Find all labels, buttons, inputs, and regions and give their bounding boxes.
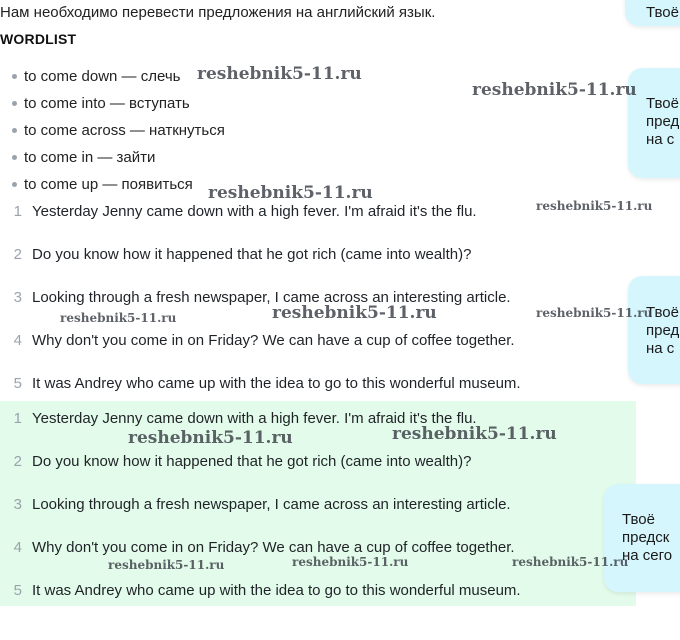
answer-number: 2 xyxy=(13,453,22,470)
answer-number: 1 xyxy=(13,410,22,427)
wordlist-item xyxy=(12,95,190,112)
bullet-dot xyxy=(12,182,17,187)
wordlist-item xyxy=(12,68,180,85)
watermark: reshebnik5-11.ru xyxy=(472,80,637,100)
sentence-number: 3 xyxy=(13,289,22,306)
chat-bubble-line: Твоё xyxy=(622,511,655,528)
answer-row xyxy=(12,453,471,470)
chat-bubble-line: Твоё xyxy=(646,95,679,112)
sentence-text: Why don't you come in on Friday? We can have a cup of coffee together. xyxy=(32,332,515,349)
bullet-dot xyxy=(12,128,17,133)
chat-bubble-line: пред xyxy=(646,113,680,130)
answer-row xyxy=(12,496,511,513)
intro-text: Нам необходимо перевести предложения на английский язык. xyxy=(0,4,436,21)
chat-bubble-line: на сего xyxy=(622,547,673,564)
answer-text: Do you know how it happened that he got rich (came into wealth)? xyxy=(32,453,472,470)
chat-bubble-line: Твоё xyxy=(646,304,679,321)
watermark: reshebnik5-11.ru xyxy=(536,199,653,213)
wordlist-item-text: to come into — вступать xyxy=(24,95,190,112)
sentence-number: 1 xyxy=(13,203,22,220)
watermark: reshebnik5-11.ru xyxy=(512,555,629,569)
sentence-text: Yesterday Jenny came down with a high fever. I'm afraid it's the flu. xyxy=(32,203,477,220)
watermark: reshebnik5-11.ru xyxy=(60,311,177,325)
answer-row xyxy=(12,582,521,599)
chat-bubble-line: предск xyxy=(622,529,670,546)
watermark: reshebnik5-11.ru xyxy=(108,558,225,572)
wordlist-item xyxy=(12,122,225,139)
answer-row xyxy=(12,539,515,556)
bullet-dot xyxy=(12,74,17,79)
chat-bubble[interactable] xyxy=(628,276,680,384)
sentence-row xyxy=(12,332,515,349)
wordlist-item xyxy=(12,149,155,166)
watermark: reshebnik5-11.ru xyxy=(392,424,557,444)
chat-bubble[interactable] xyxy=(625,0,680,26)
sentence-number: 2 xyxy=(13,246,22,263)
watermark: reshebnik5-11.ru xyxy=(128,428,293,448)
answer-number: 5 xyxy=(13,582,22,599)
bullet-dot xyxy=(12,155,17,160)
sentence-text: Do you know how it happened that he got rich (came into wealth)? xyxy=(32,246,472,263)
wordlist-title: WORDLIST xyxy=(0,31,77,47)
sentence-number: 4 xyxy=(13,332,22,349)
wordlist-item-text: to come across — наткнуться xyxy=(24,122,225,139)
answer-text: Looking through a fresh newspaper, I came across an interesting article. xyxy=(32,496,511,513)
wordlist-item-text: to come down — слечь xyxy=(24,68,181,85)
watermark: reshebnik5-11.ru xyxy=(208,183,373,203)
sentence-text: It was Andrey who came up with the idea to go to this wonderful museum. xyxy=(32,375,521,392)
chat-bubble-line: Твоё xyxy=(646,4,679,21)
sentence-text: Looking through a fresh newspaper, I came across an interesting article. xyxy=(32,289,511,306)
wordlist-item-text: to come in — зайти xyxy=(24,149,156,166)
bullet-dot xyxy=(12,101,17,106)
sentence-row xyxy=(12,375,521,392)
sentence-number: 5 xyxy=(13,375,22,392)
chat-bubble-line: на с xyxy=(646,131,675,148)
watermark: reshebnik5-11.ru xyxy=(197,64,362,84)
answer-number: 4 xyxy=(13,539,22,556)
watermark: reshebnik5-11.ru xyxy=(272,303,437,323)
chat-bubble-line: на с xyxy=(646,340,675,357)
sentence-row xyxy=(12,203,477,220)
watermark: reshebnik5-11.ru xyxy=(292,555,409,569)
watermark: reshebnik5-11.ru xyxy=(536,306,653,320)
answer-text: Why don't you come in on Friday? We can have a cup of coffee together. xyxy=(32,539,515,556)
answer-text: It was Andrey who came up with the idea to go to this wonderful museum. xyxy=(32,582,521,599)
wordlist-item-text: to come up — появиться xyxy=(24,176,193,193)
answer-text: Yesterday Jenny came down with a high fever. I'm afraid it's the flu. xyxy=(32,410,477,427)
sentence-row xyxy=(12,246,471,263)
chat-bubble[interactable] xyxy=(604,484,680,592)
wordlist-item xyxy=(12,176,193,193)
answer-number: 3 xyxy=(13,496,22,513)
chat-bubble-line: пред xyxy=(646,322,680,339)
